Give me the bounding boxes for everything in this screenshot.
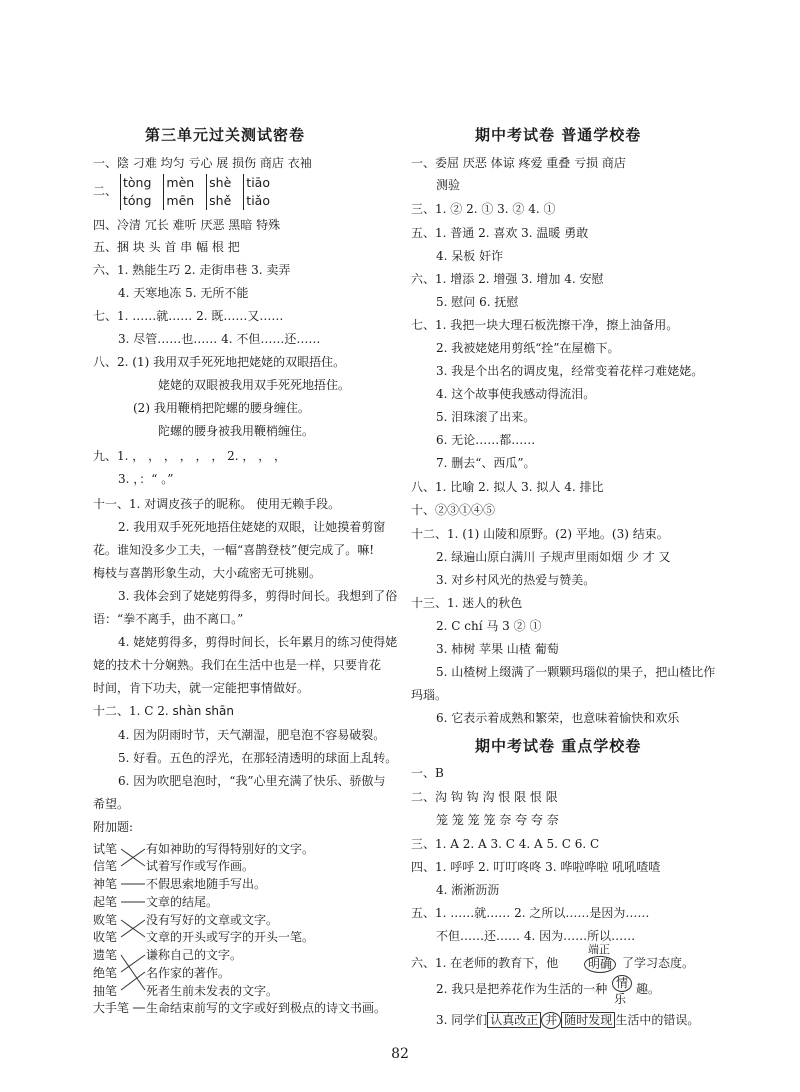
pinyin-group: shè shě xyxy=(206,174,235,210)
boxed-word: 认真改正 xyxy=(487,1012,541,1028)
answer-line: 4. 呆板 奸诈 xyxy=(436,249,504,263)
answer-line: 七、1. ……就…… 2. 既……又…… xyxy=(93,309,284,323)
answer-line: 六、1. 熟能生巧 2. 走街串巷 3. 卖弄 xyxy=(93,263,291,277)
oval-word: 并 xyxy=(541,1012,561,1029)
answer-line: 3. ，：“ 。” xyxy=(118,472,174,486)
answer-line: 不但……还…… 4. 因为……所以…… xyxy=(436,929,636,943)
answer-line: 4. 天寒地冻 5. 无所不能 xyxy=(118,286,249,300)
answer-line: 玛瑙。 xyxy=(411,688,448,702)
answer-line: 十三、1. 迷人的秋色 xyxy=(411,596,523,610)
answer-line: 二、沟 钩 钩 沟 恨 限 恨 限 xyxy=(411,790,558,804)
answer-line: 九、1. ， ， ， ， ， ， 2. ， ， ， xyxy=(93,449,287,463)
answer-line: 五、1. ……就…… 2. 之所以……是因为…… xyxy=(411,906,650,920)
answer-line: 测验 xyxy=(436,178,461,192)
answer-line: 陀螺的腰身被我用鞭梢缠住。 xyxy=(158,424,315,438)
answer-line: 3. 柿树 苹果 山楂 葡萄 xyxy=(436,642,559,656)
answer-line: 2. 我只是把养花作为生活的一种 xyxy=(436,982,608,996)
answer-line: 2. 我被姥姥用剪纸“拴”在屋檐下。 xyxy=(436,341,620,355)
answer-line: 4. 这个故事使我感动得流泪。 xyxy=(436,387,596,401)
answer-line: 6. 因为吹肥皂泡时，“我”心里充满了快乐、骄傲与 xyxy=(118,774,386,788)
answer-line: 一、陰 刁难 均匀 亏心 展 损伤 商店 衣袖 xyxy=(93,156,312,170)
answer-line: 梅枝与喜鹊形象生动，大小疏密无可挑剔。 xyxy=(93,566,322,580)
right-title-2: 期中考试卷 重点学校卷 xyxy=(475,737,642,755)
answer-line: 5. 山楂树上缀满了一颗颗玛瑙似的果子，把山楂比作 xyxy=(436,665,716,679)
answer-line: 2. 我用双手死死地捂住姥姥的双眼，让她摸着剪窗 xyxy=(118,520,386,534)
answer-line: 十、②③①④⑤ xyxy=(411,503,496,517)
correction-top: 情 xyxy=(612,975,632,992)
answer-line: 十一、1. 对调皮孩子的昵称。 使用无赖手段。 xyxy=(93,497,341,511)
answer-line: 5. 慰问 6. 抚慰 xyxy=(436,295,519,309)
boxed-word: 随时发现 xyxy=(561,1012,615,1028)
answer-line: 花。谁知没多少工夫，一幅“喜鹊登枝”便完成了。嘛! xyxy=(93,543,375,557)
answer-line: 三、1. A 2. A 3. C 4. A 5. C 6. C xyxy=(411,837,600,851)
answer-line: 六、1. 在老师的教育下，他 xyxy=(411,956,559,970)
answer-line: 笼 笼 笼 笼 奈 夸 夸 奈 xyxy=(436,813,559,827)
answer-line: 四、冷清 冗长 难听 厌恶 黑暗 特殊 xyxy=(93,218,281,232)
pinyin-group: tiāo tiǎo xyxy=(243,174,274,210)
answer-line: 4. 淅淅沥沥 xyxy=(436,883,500,897)
answer-line: 六、1. 增添 2. 增强 3. 增加 4. 安慰 xyxy=(411,272,604,286)
correction-word-top: 端正 xyxy=(588,943,610,956)
answer-line: 语：“拳不离手，曲不离口。” xyxy=(93,612,244,626)
answer-line: 时间，肯下功夫，就一定能把事情做好。 xyxy=(93,681,310,695)
pinyin-group: tòng tóng xyxy=(120,174,155,210)
extra-heading: 附加题: xyxy=(93,820,134,834)
answer-line: 希望。 xyxy=(93,797,130,811)
pinyin-groups xyxy=(120,174,278,210)
answer-line: 趣。 xyxy=(636,982,661,996)
answer-line: 7. 删去“、西瓜”。 xyxy=(436,456,536,470)
answer-line: 4. 因为阴雨时节，天气潮湿，肥皂泡不容易破裂。 xyxy=(118,728,386,742)
answer-line: 3. 我是个出名的调皮鬼，经常变着花样刁难姥姥。 xyxy=(436,364,704,378)
right-title-1: 期中考试卷 普通学校卷 xyxy=(475,126,642,144)
answer-line: 八、1. 比喻 2. 拟人 3. 拟人 4. 排比 xyxy=(411,480,604,494)
correction-bottom: 乐 xyxy=(614,992,627,1006)
answer-line: 七、1. 我把一块大理石板洗擦干净，擦上油备用。 xyxy=(411,318,679,332)
answer-line: 二、 xyxy=(93,184,118,198)
answer-line: (2) 我用鞭梢把陀螺的腰身缠住。 xyxy=(133,401,310,415)
answer-line: 2. 绿遍山原白满川 子规声里雨如烟 少 才 又 xyxy=(436,550,671,564)
pinyin-group: mèn mēn xyxy=(163,174,198,210)
answer-line: 2. C chí 马 3 ② ① xyxy=(436,619,542,633)
answer-line: 姥的技术十分娴熟。我们在生活中也是一样，只要肯花 xyxy=(93,658,382,672)
answer-line: 五、1. 普通 2. 喜欢 3. 温暖 勇敢 xyxy=(411,226,589,240)
answer-line: 十二、1. (1) 山陵和原野。(2) 平地。(3) 结束。 xyxy=(411,527,669,541)
answer-line: 十二、1. C 2. shàn shān xyxy=(93,704,234,718)
answer-line: 6. 它表示着成熟和繁荣，也意味着愉快和欢乐 xyxy=(436,711,680,725)
answer-line: 一、委屈 厌恶 体谅 疼爱 重叠 亏损 商店 xyxy=(411,156,626,170)
answer-line: 五、捆 块 头 首 串 幅 根 把 xyxy=(93,240,240,254)
answer-line: 了学习态度。 xyxy=(622,956,695,970)
answer-line: 三、1. ② 2. ① 3. ② 4. ① xyxy=(411,202,556,216)
answer-line: 3. 同学们 认真改正 并 随时发现 生活中的错误。 xyxy=(436,1013,700,1027)
answer-line: 6. 无论……都…… xyxy=(436,433,536,447)
answer-line: 3. 我体会到了姥姥剪得多，剪得时间长。我想到了俗 xyxy=(118,589,398,603)
answer-line: 3. 尽管……也…… 4. 不但……还…… xyxy=(118,332,321,346)
page-number: 82 xyxy=(391,1046,409,1062)
answer-line: 姥姥的双眼被我用双手死死地捂住。 xyxy=(158,378,351,392)
answer-line: 5. 泪珠滚了出来。 xyxy=(436,410,536,424)
answer-line: 四、1. 呼呼 2. 叮叮咚咚 3. 哗啦哗啦 吼吼喳喳 xyxy=(411,860,661,874)
answer-line: 3. 对乡村风光的热爱与赞美。 xyxy=(436,573,596,587)
answer-line: 4. 姥姥剪得多，剪得时间长，长年累月的练习使得姥 xyxy=(118,635,398,649)
answer-line: 八、2. (1) 我用双手死死地把姥姥的双眼捂住。 xyxy=(93,355,346,369)
left-title: 第三单元过关测试密卷 xyxy=(145,126,306,144)
answer-line: 一、B xyxy=(411,766,444,780)
correction-oval-word: 明确 xyxy=(584,956,616,973)
answer-line: 5. 好看。五色的浮光，在那轻清透明的球面上乱转。 xyxy=(118,751,398,765)
